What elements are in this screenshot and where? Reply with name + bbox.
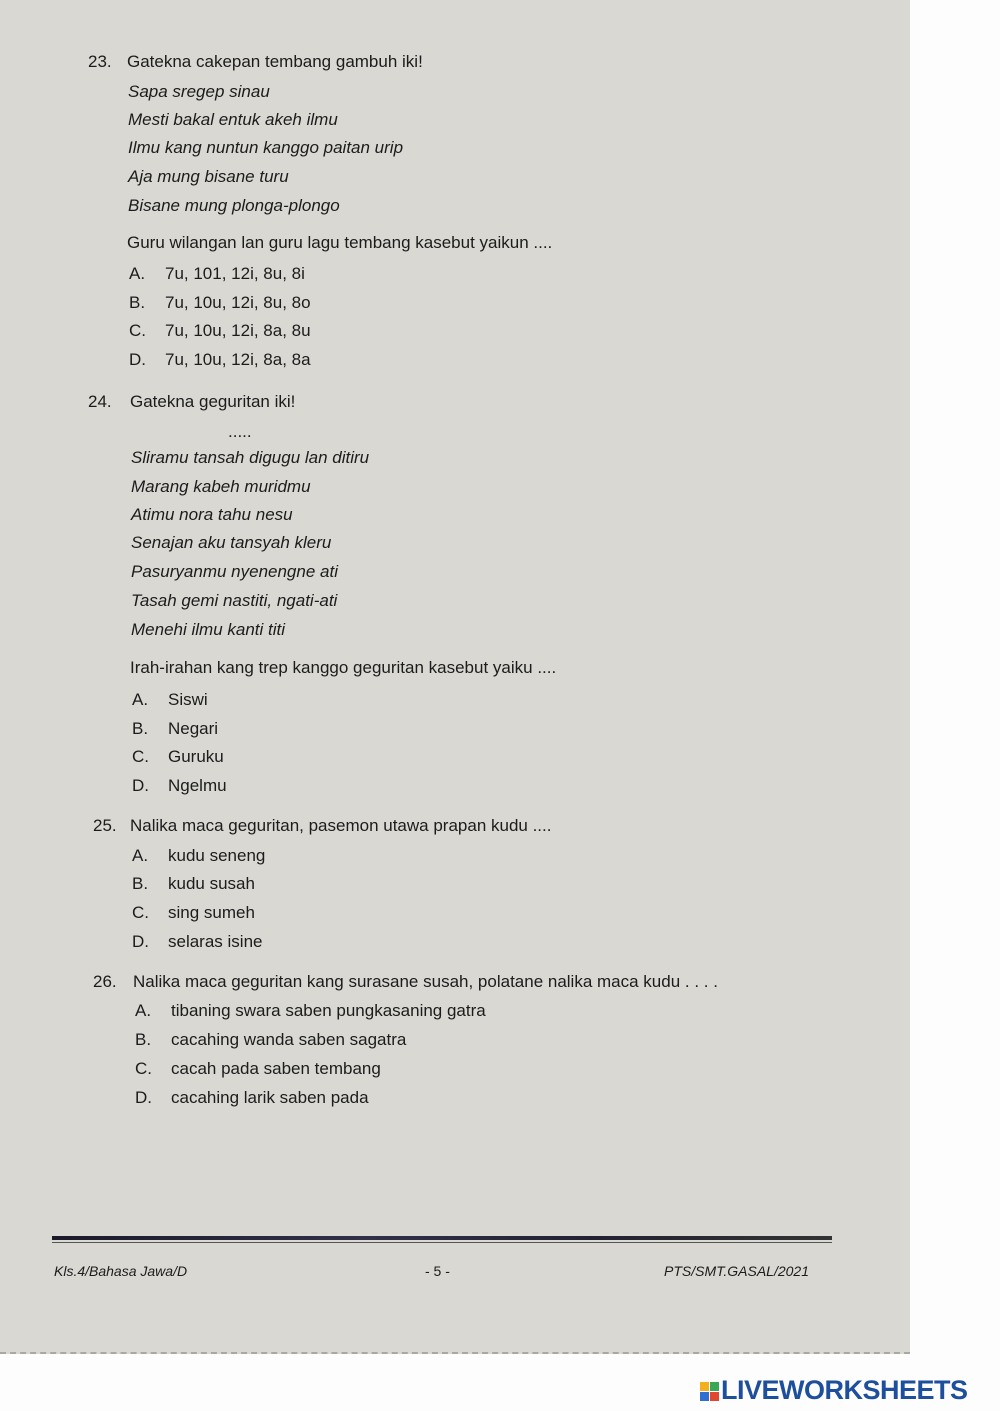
- option-text: tibaning swara saben pungkasaning gatra: [171, 1001, 486, 1020]
- option-letter: B.: [132, 874, 149, 893]
- option-text: cacahing wanda saben sagatra: [171, 1030, 407, 1049]
- option-text: 7u, 10u, 12i, 8a, 8a: [165, 350, 311, 369]
- option-text: 7u, 101, 12i, 8u, 8i: [165, 264, 305, 283]
- verse-line: Atimu nora tahu nesu: [131, 505, 293, 524]
- option-letter: A.: [132, 690, 149, 709]
- verse-line: Tasah gemi nastiti, ngati-ati: [131, 591, 338, 610]
- option-letter: A.: [132, 846, 149, 865]
- footer-class-subject: Kls.4/Bahasa Jawa/D: [54, 1263, 188, 1279]
- question-text: Irah-irahan kang trep kanggo geguritan kasebut yaiku ....: [130, 658, 557, 677]
- question-prompt: Nalika maca geguritan kang surasane susah, polatane nalika maca kudu . . . .: [133, 972, 718, 991]
- verse-line: Bisane mung plonga-plongo: [128, 196, 340, 215]
- option-letter: D.: [135, 1088, 152, 1107]
- option-letter: D.: [132, 932, 149, 951]
- question-number: 26.: [93, 972, 117, 991]
- option-letter: B.: [129, 293, 146, 312]
- option-letter: A.: [129, 264, 146, 283]
- footer-page-number: - 5 -: [425, 1263, 450, 1279]
- verse-line: Marang kabeh muridmu: [131, 477, 311, 496]
- option-letter: B.: [132, 719, 149, 738]
- question-text: Guru wilangan lan guru lagu tembang kasebut yaikun ....: [127, 233, 553, 252]
- option-letter: B.: [135, 1030, 152, 1049]
- logo-icon: [700, 1382, 719, 1401]
- option-text: selaras isine: [168, 932, 263, 951]
- option-text: 7u, 10u, 12i, 8u, 8o: [165, 293, 311, 312]
- option-letter: A.: [135, 1001, 152, 1020]
- option-text: kudu susah: [168, 874, 255, 893]
- verse-line: Senajan aku tansyah kleru: [131, 533, 332, 552]
- question-number: 23.: [88, 52, 112, 71]
- footer-rule: [52, 1236, 832, 1240]
- question-prompt: Nalika maca geguritan, pasemon utawa prapan kudu ....: [130, 816, 552, 835]
- option-text: kudu seneng: [168, 846, 266, 865]
- liveworksheets-logo: LIVEWORKSHEETS: [700, 1375, 968, 1406]
- question-prompt: Gatekna cakepan tembang gambuh iki!: [127, 52, 423, 71]
- question-number: 24.: [88, 392, 112, 411]
- footer-exam-code: PTS/SMT.GASAL/2021: [664, 1263, 809, 1279]
- option-letter: C.: [129, 321, 146, 340]
- option-text: Guruku: [168, 747, 224, 766]
- option-text: Siswi: [168, 690, 208, 709]
- question-number: 25.: [93, 816, 117, 835]
- question-prompt: Gatekna geguritan iki!: [130, 392, 296, 411]
- verse-line: Sapa sregep sinau: [128, 82, 270, 101]
- title-placeholder: .....: [228, 422, 252, 441]
- verse-line: Aja mung bisane turu: [128, 167, 289, 186]
- option-text: sing sumeh: [168, 903, 255, 922]
- option-letter: C.: [132, 903, 149, 922]
- option-letter: D.: [129, 350, 146, 369]
- option-letter: D.: [132, 776, 149, 795]
- option-letter: C.: [132, 747, 149, 766]
- option-text: 7u, 10u, 12i, 8a, 8u: [165, 321, 311, 340]
- option-letter: C.: [135, 1059, 152, 1078]
- option-text: cacah pada saben tembang: [171, 1059, 381, 1078]
- option-text: Negari: [168, 719, 219, 738]
- verse-line: Pasuryanmu nyenengne ati: [131, 562, 338, 581]
- verse-line: Mesti bakal entuk akeh ilmu: [128, 110, 338, 129]
- option-text: cacahing larik saben pada: [171, 1088, 369, 1107]
- verse-line: Ilmu kang nuntun kanggo paitan urip: [128, 138, 404, 157]
- option-text: Ngelmu: [168, 776, 227, 795]
- footer-rule-thin: [52, 1242, 832, 1243]
- verse-line: Sliramu tansah digugu lan ditiru: [131, 448, 370, 467]
- verse-line: Menehi ilmu kanti titi: [131, 620, 286, 639]
